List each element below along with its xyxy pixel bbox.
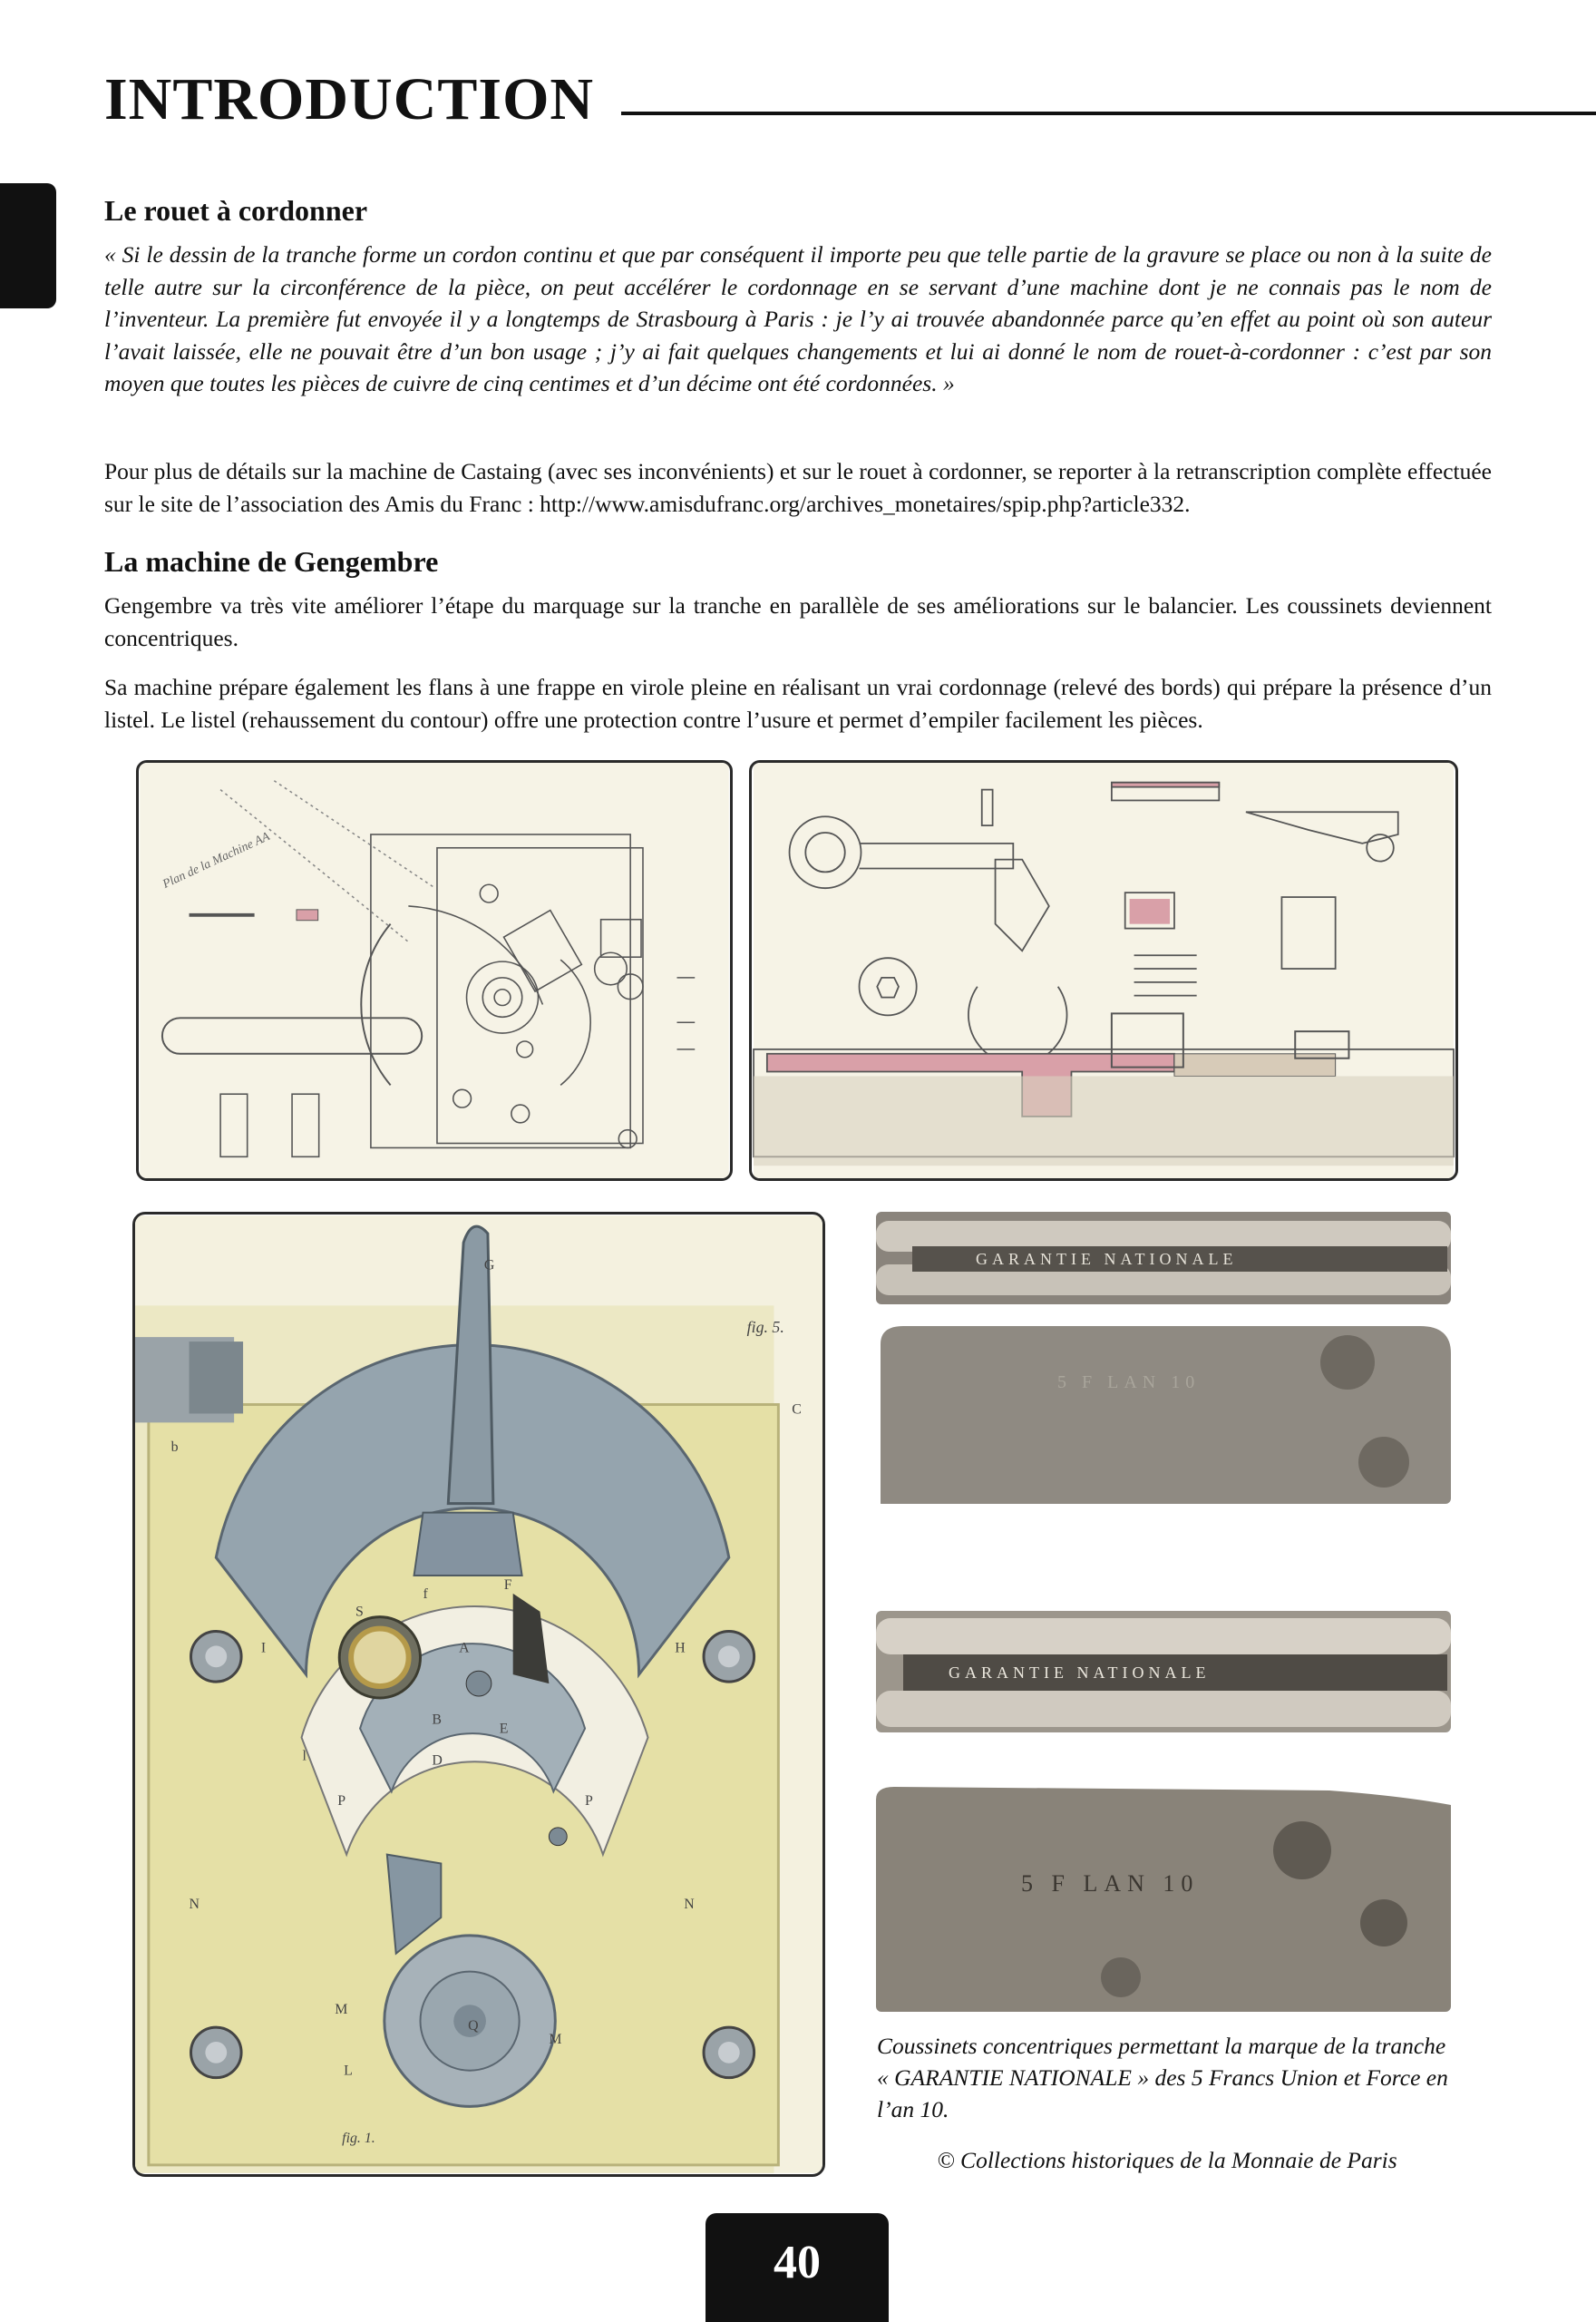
gengembre-machine-plate-icon [132,1212,825,2177]
plate-letter: l [302,1748,307,1764]
plate-letter: I [260,1640,267,1656]
plate-letter: N [684,1897,695,1913]
page-header [104,63,1596,136]
plate-letter: G [483,1257,495,1273]
figure-caption: Coussinets concentriques permettant la marque de la tranche « GARANTIE NATIONALE » des 5 Francs Union et Force en l’an 10. [877,2033,1448,2122]
coussinet-engraving: GARANTIE NATIONALE [976,1250,1238,1268]
details-paragraph: Pour plus de détails sur la machine de Castaing (avec ses inconvénients) et sur le rouet à cordonner, se reporter à la retranscription complète effectuée sur le site de l’association des Amis du Franc : http://www.amisdufranc.org/archives_monetaires/spip.php?article332. [104,458,1492,517]
section-heading-rouet: Le rouet à cordonner [104,194,368,227]
plate-letter: f [423,1585,428,1602]
plate-letter: b [170,1439,179,1456]
plate-letter: B [432,1712,442,1728]
plate-letter: M [549,2031,562,2047]
plate-letter: N [189,1897,200,1913]
plate-letter: A [459,1640,470,1656]
plan-handwriting: Plan de la Machine AA [160,829,272,891]
plate-letter: Q [468,2018,479,2034]
plate-letter: C [792,1401,802,1418]
side-tab [0,183,56,308]
plate-letter: H [675,1640,686,1656]
section-heading-gengembre: La machine de Gengembre [104,545,439,578]
page-number: 40 [774,2237,821,2288]
plate-letter: S [355,1604,364,1620]
machine-section-drawing-icon [749,760,1458,1181]
plate-letter: D [432,1752,443,1769]
machine-plan-drawing-icon [136,760,733,1181]
page-number-box [706,2213,889,2322]
plate-letter: M [335,2002,348,2018]
coussinet-photo-icon [876,1611,1451,1732]
coussinet-engraving: 5 F LAN 10 [1057,1372,1201,1392]
plate-letter: fig. 1. [342,2131,375,2147]
coussinet-photo-icon [876,1326,1451,1504]
title-rule [621,112,1596,115]
coussinet-photo-icon [876,1787,1451,2012]
gengembre-paragraph-2: Sa machine prépare également les flans à une frappe en virole pleine en réalisant un vrai cordonnage (relevé des bords) qui prépare la présence d’un listel. Le listel (rehaussement du contour) offre une protection contre l’usure et permet d’empiler facilement les pièces. [104,674,1492,733]
plate-letter: fig. 5. [746,1318,784,1337]
coussinet-photo-icon [876,1212,1451,1304]
coussinet-engraving: GARANTIE NATIONALE [949,1663,1211,1682]
coussinet-engraving: 5 F LAN 10 [1021,1870,1200,1897]
figure-credit: © Collections historiques de la Monnaie de Paris [937,2147,1397,2173]
plate-letter: E [499,1721,509,1737]
gengembre-paragraph-1: Gengembre va très vite améliorer l’étape du marquage sur la tranche en parallèle de ses améliorations sur le balancier. Les coussinets deviennent concentriques. [104,592,1492,651]
plate-letter: F [503,1576,512,1593]
plate-letter: P [337,1793,346,1810]
castaing-quote: « Si le dessin de la tranche forme un cordon continu et que par conséquent il importe peu que telle partie de la gravure se place ou non à la suite de telle autre sur la circonférence de la pièce, on peut accélérer le cordonnage en se servant d’une machine dont je ne connais pas le nom de l’inventeur. La première fut envoyée il y a longtemps de Strasbourg à Paris : je l’y ai trouvée abandonnée parce qu’en effet au point où son auteur l’avait laissée, elle ne pouvait être d’un bon usage ; j’y ai fait quelques changements et lui ai donné le nom de rouet-à-cordonner : c’est par son moyen que toutes les pièces de cuivre de cinq centimes et d’un décime ont été cordonnées. » [104,241,1492,396]
plate-letter: P [585,1793,593,1810]
page-title: INTRODUCTION [104,66,595,132]
plate-letter: L [344,2063,353,2079]
